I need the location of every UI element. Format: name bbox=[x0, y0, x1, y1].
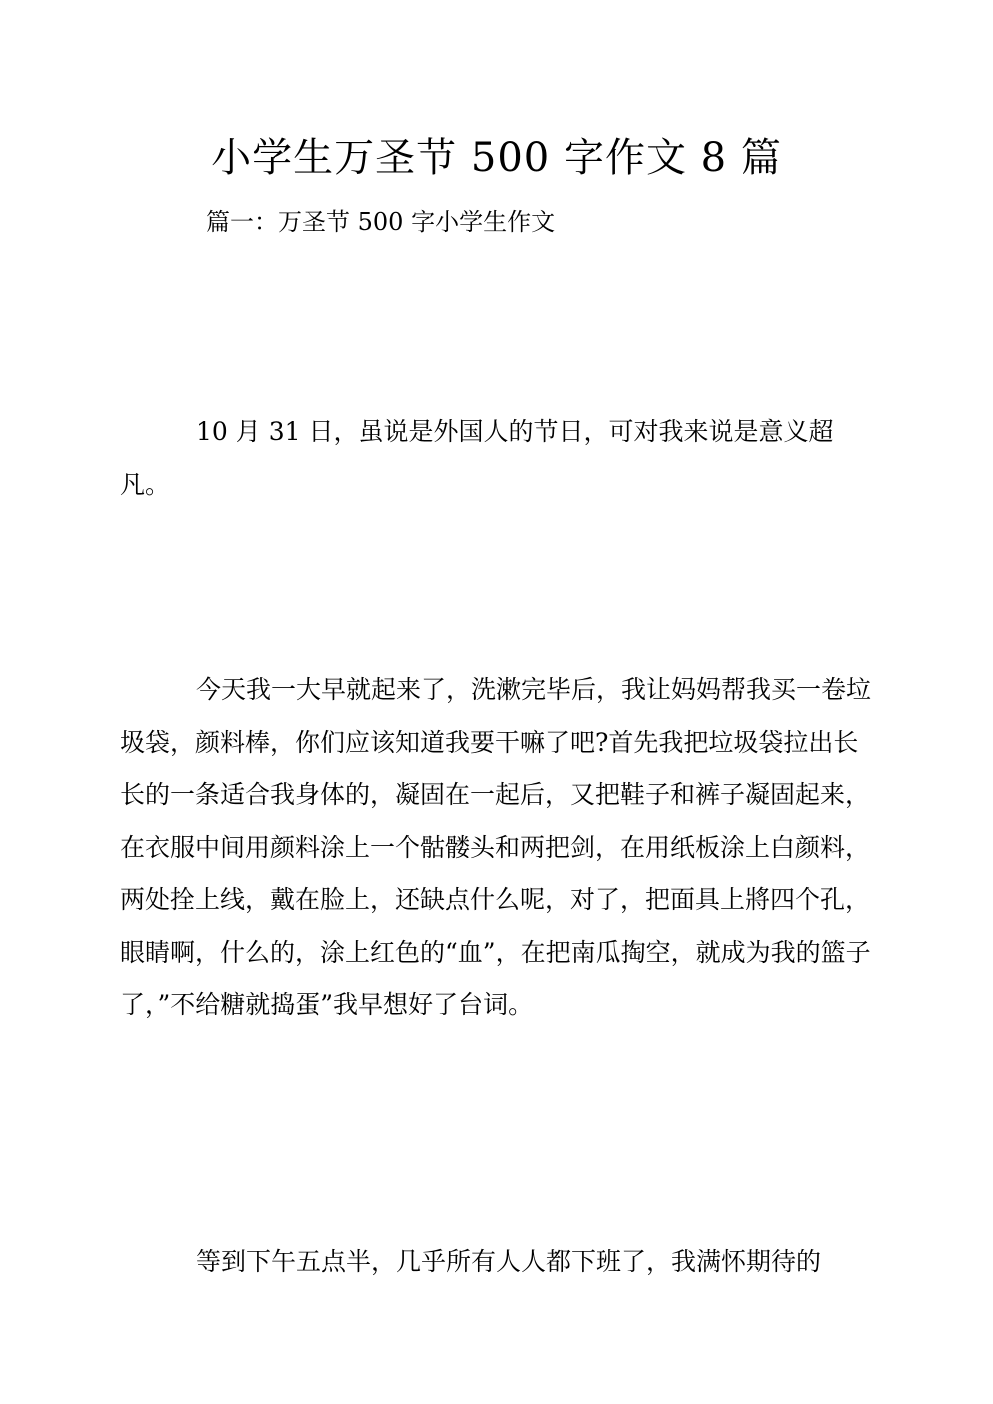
paragraph-3: 等到下午五点半，几乎所有人人都下班了，我满怀期待的 bbox=[196, 1247, 822, 1276]
paragraph-2: 今天我一大早就起来了，洗漱完毕后，我让妈妈帮我买一卷垃圾袋，颜料棒，你们应该知道我要干嘛了吧?首先我把垃圾袋拉出长长的一条适合我身体的，凝固在一起后，又把鞋子和裤子凝固起来，在衣服中间用颜料涂上一个骷髅头和两把剑，在用纸板涂上白颜料，两处拴上线，戴在脸上，还缺点什么呢，对了，把面具上將四个孔，眼睛啊，什么的，涂上红色的“血”，在把南瓜掏空，就成为我的篮子了，”不给糖就捣蛋”我早想好了台词。 bbox=[120, 675, 872, 1019]
section-heading: 篇一：万圣节 500 字小学生作文 bbox=[206, 208, 556, 236]
page-title: 小学生万圣节 500 字作文 8 篇 bbox=[211, 135, 782, 181]
paragraph-1: 10 月 31 日，虽说是外国人的节日，可对我来说是意义超凡。 bbox=[120, 417, 834, 499]
